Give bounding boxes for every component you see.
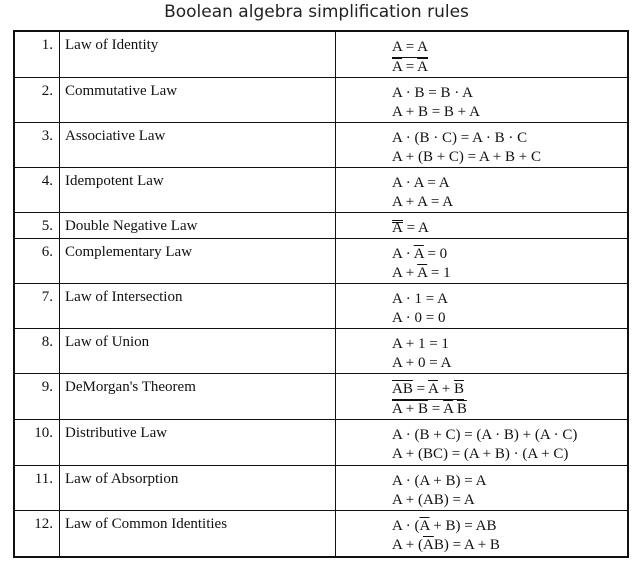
table-row <box>14 213 628 239</box>
equation-line: $A + \overline{A} = 1$ <box>392 265 451 281</box>
rule-number: 4. <box>14 168 60 213</box>
rule-equations <box>336 239 629 284</box>
rule-name: Distributive Law <box>60 420 336 466</box>
rule-name: DeMorgan's Theorem <box>60 374 336 420</box>
rule-equations <box>336 123 629 168</box>
rule-equations <box>336 78 629 123</box>
rule-name: Law of Common Identities <box>60 511 336 557</box>
equation-line: A · 1 = A <box>392 291 448 307</box>
rule-number: 6. <box>14 239 60 284</box>
rule-name: Law of Union <box>60 329 336 374</box>
rule-name: Double Negative Law <box>60 213 336 239</box>
rule-equations <box>336 374 629 420</box>
rule-number: 8. <box>14 329 60 374</box>
rule-name: Law of Intersection <box>60 284 336 329</box>
rule-number: 11. <box>14 466 60 511</box>
equation-line: A + A = A <box>392 194 454 210</box>
equation-line: $\overline{A} = \overline{A}$ <box>392 59 428 75</box>
equation-line: A · 0 = 0 <box>392 310 446 326</box>
rule-name: Idempotent Law <box>60 168 336 213</box>
rule-name: Commutative Law <box>60 78 336 123</box>
table-row <box>14 374 628 420</box>
rule-number: 12. <box>14 511 60 557</box>
equation-line: A · (B + C) = (A · B) + (A · C) <box>392 427 578 443</box>
table-row <box>14 31 628 78</box>
rule-name: Law of Identity <box>60 31 336 78</box>
equation-line: A + 0 = A <box>392 355 452 371</box>
equation-line: A + (AB) = A <box>392 492 475 508</box>
page-title: Boolean algebra simplification rules <box>164 2 469 22</box>
equation-line: $A + B = \overline{A}$ $\overline{B}$ <box>392 401 467 417</box>
table-row <box>14 466 628 511</box>
equation-line: A = A <box>392 38 428 58</box>
rule-name: Associative Law <box>60 123 336 168</box>
equation-line: A = A <box>392 220 429 236</box>
rule-equations <box>336 420 629 466</box>
rule-equations <box>336 213 629 239</box>
equation-line: $A \cdot \overline{A} = 0$ <box>392 246 448 262</box>
rule-number: 9. <box>14 374 60 420</box>
rule-number: 2. <box>14 78 60 123</box>
rule-name: Complementary Law <box>60 239 336 284</box>
rule-name: Law of Absorption <box>60 466 336 511</box>
rule-number: 1. <box>14 31 60 78</box>
table-row <box>14 239 628 284</box>
equation-line: $A \cdot (\overline{A} + B)$ = AB <box>392 518 497 534</box>
equation-line: A + (B + C) = A + B + C <box>392 149 541 165</box>
equation-line: A · (B · C) = A · B · C <box>392 130 528 146</box>
equation-line: A · B = B · A <box>392 85 473 101</box>
rule-number: 10. <box>14 420 60 466</box>
equation-line: A · A = A <box>392 175 450 191</box>
equation-line: $A + (\overline{A}B) = A + B$ <box>392 537 500 553</box>
equation-line: A + B = B + A <box>392 104 480 120</box>
table-row <box>14 78 628 123</box>
table-row <box>14 420 628 466</box>
equation-line: A + 1 = 1 <box>392 336 449 352</box>
rule-equations <box>336 31 629 78</box>
equation-line: A · (A + B) = A <box>392 473 487 489</box>
table-row <box>14 511 628 557</box>
rule-equations <box>336 329 629 374</box>
table-row <box>14 123 628 168</box>
rule-number: 5. <box>14 213 60 239</box>
equation-line: $\overline{AB} = \overline{A} + \overline{B}$ <box>392 380 464 400</box>
rules-table <box>13 30 629 558</box>
table-row <box>14 329 628 374</box>
rule-number: 3. <box>14 123 60 168</box>
rule-equations <box>336 511 629 557</box>
equation-line: A + (BC) = (A + B) · (A + C) <box>392 446 569 462</box>
rule-equations <box>336 168 629 213</box>
rule-equations <box>336 284 629 329</box>
rule-number: 7. <box>14 284 60 329</box>
table-row <box>14 284 628 329</box>
rule-equations <box>336 466 629 511</box>
table-row <box>14 168 628 213</box>
